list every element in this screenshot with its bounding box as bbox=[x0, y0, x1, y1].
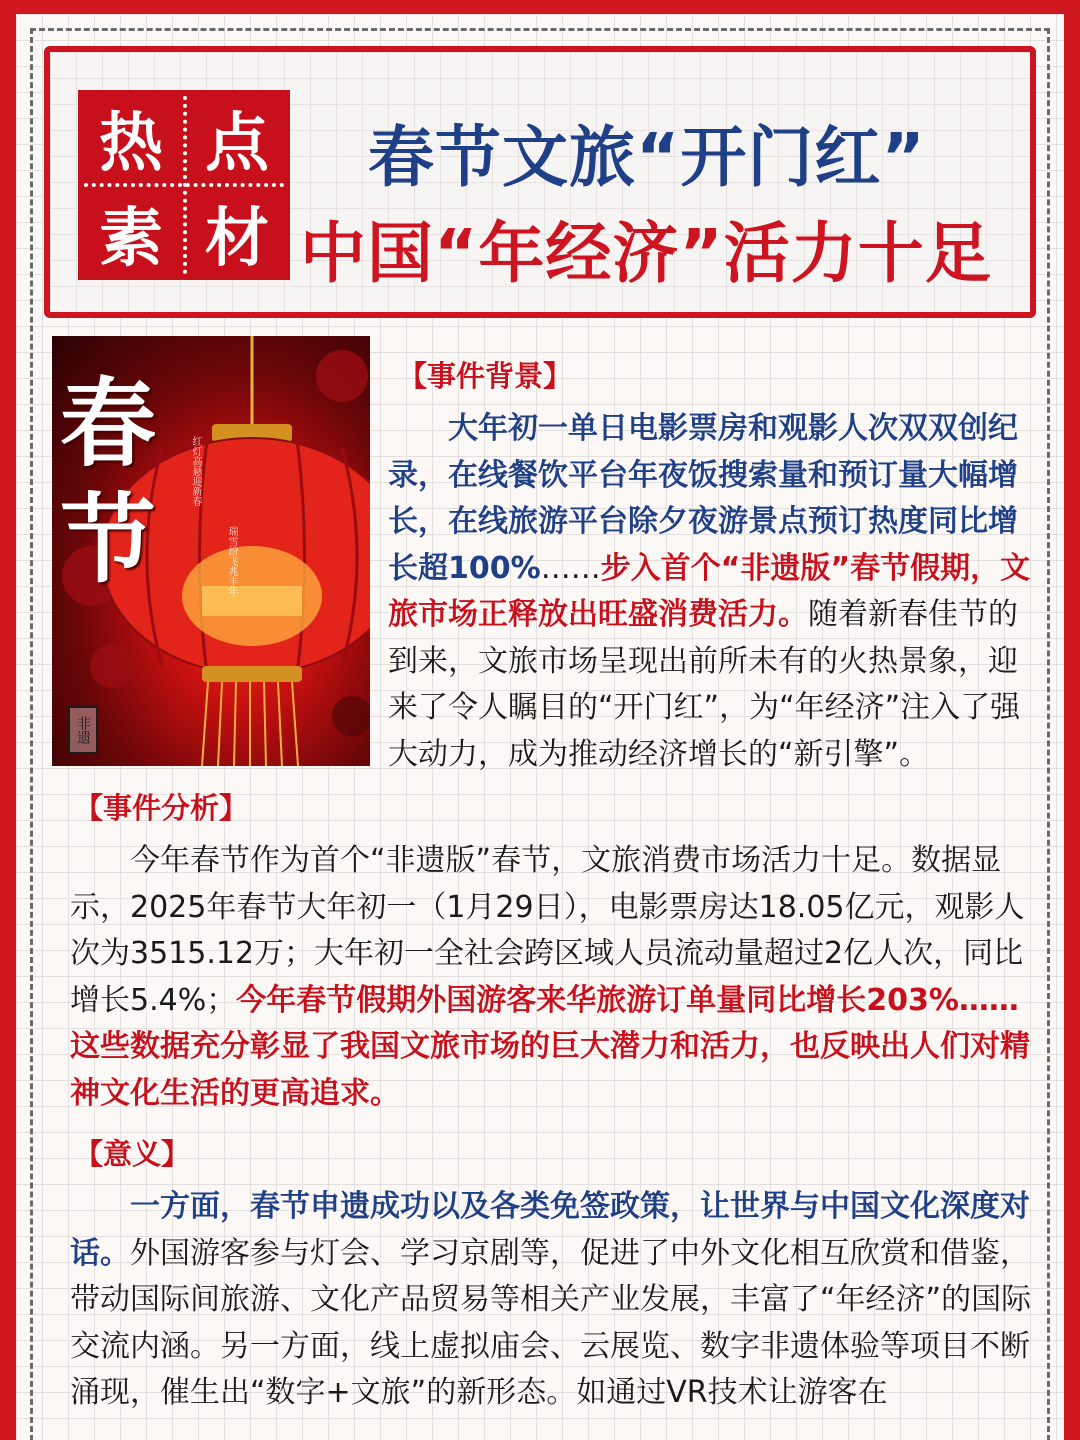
badge-char: 素 bbox=[99, 201, 163, 276]
significance-highlight-blue: 一方面，春节申遗成功以及各类免签政策，让世界与中国文化深度对话。 bbox=[70, 1189, 1030, 1271]
page-title-line1: 春节文旅“开门红” bbox=[368, 119, 926, 196]
section-heading-analysis: 【事件分析】 bbox=[74, 791, 249, 825]
title-box bbox=[44, 46, 1036, 318]
analysis-body: 今年春节作为首个“非遗版”春节，文旅消费市场活力十足。数据显示，2025年春节大年初一（1月29日），电影票房达18.05亿元，观影人次为3515.12万；大年初一全社会跨区域人员流动量超过2亿人次，同比增长5.4%； bbox=[70, 843, 1025, 1018]
badge-char: 热 bbox=[99, 106, 163, 181]
background-paragraph bbox=[388, 406, 1036, 778]
poster-char-jie: 节 bbox=[60, 483, 156, 596]
hot-topic-badge bbox=[78, 90, 290, 280]
badge-char: 材 bbox=[205, 201, 269, 276]
background-highlight-blue: 大年初一单日电影票房和观影人次双双创纪录，在线餐饮平台年夜饭搜索量和预订量大幅增长，在线旅游平台除夕夜游景点预订热度同比增长超100% bbox=[388, 411, 1018, 586]
poster-subtext: 瑞雪纷飞兆丰年 bbox=[226, 526, 237, 596]
page-title-line2: 中国“年经济”活力十足 bbox=[300, 215, 992, 292]
spring-festival-poster-image bbox=[52, 336, 370, 766]
background-highlight-red: 步入首个“非遗版”春节假期，文旅市场正释放出旺盛消费活力。 bbox=[388, 550, 1031, 632]
section-heading-background: 【事件背景】 bbox=[398, 359, 573, 393]
analysis-highlight-red: 今年春节假期外国游客来华旅游订单量同比增长203%……这些数据充分彰显了我国文旅市场的巨大潜力和活力，也反映出人们对精神文化生活的更高追求。 bbox=[70, 982, 1030, 1111]
significance-body: 外国游客参与灯会、学习京剧等，促进了中外文化相互欣赏和借鉴，带动国际间旅游、文化产品贸易等相关产业发展，丰富了“年经济”的国际交流内涵。另一方面，线上虚拟庙会、云展览、数字非遗体验等项目不断涌现，催生出“数字+文旅”的新形态。如通过VR技术让游客在 bbox=[70, 1235, 1032, 1410]
poster-seal: 非遗 bbox=[68, 706, 98, 754]
poster-subtext: 红灯高悬迎新春 bbox=[190, 436, 201, 506]
badge-char: 点 bbox=[205, 106, 269, 181]
poster-char-chun: 春 bbox=[60, 367, 156, 480]
badge-divider-horizontal bbox=[84, 183, 284, 187]
paper-sheet bbox=[16, 14, 1064, 1440]
ellipsis: …… bbox=[540, 550, 601, 586]
background-body: 随着新春佳节的到来，文旅市场呈现出前所未有的火热景象，迎来了令人瞩目的“开门红”，为“年经济”注入了强大动力，成为推动经济增长的“新引擎”。 bbox=[388, 597, 1021, 772]
section-heading-significance: 【意义】 bbox=[74, 1137, 191, 1171]
analysis-paragraph bbox=[70, 838, 1036, 1117]
significance-paragraph bbox=[70, 1184, 1036, 1417]
